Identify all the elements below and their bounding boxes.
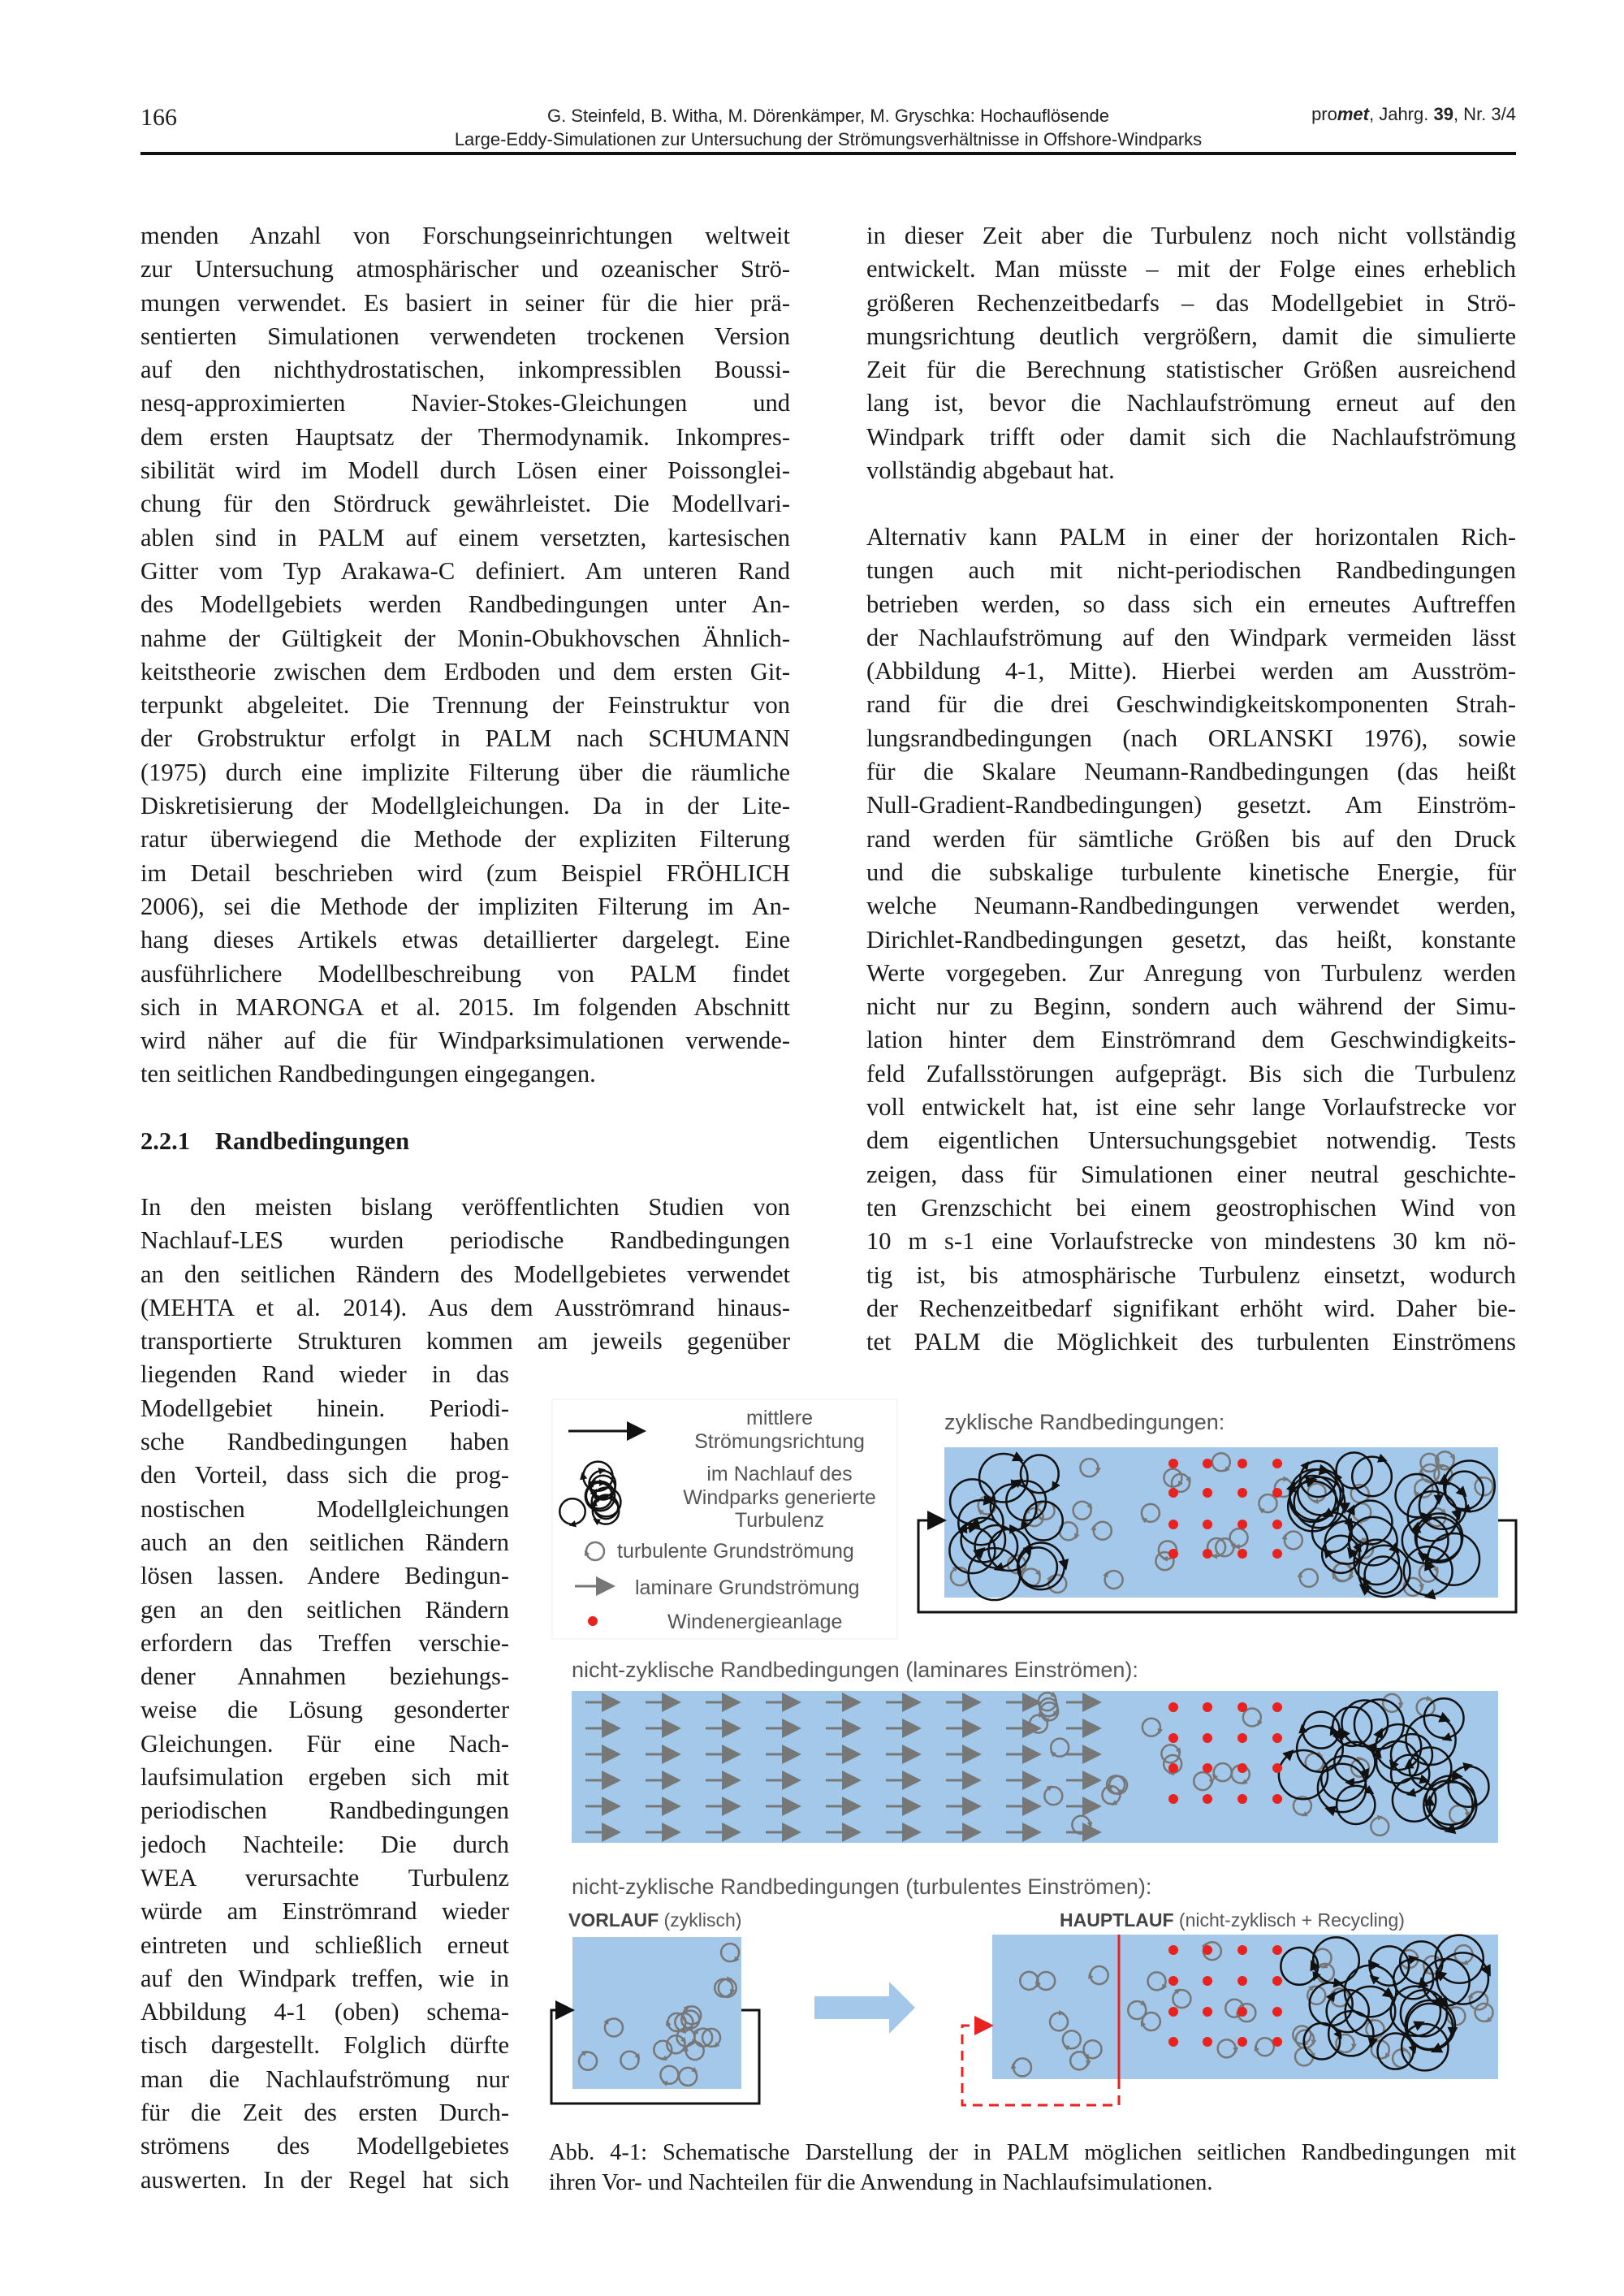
section-heading [140,1125,409,1158]
wind-turbine [1168,1763,1178,1773]
text-line: des Modellgebiets werden Randbedingungen unter An- [140,590,790,619]
text-line: nesq-approximierten Navier-Stokes-Gleichungen und [140,389,790,417]
wind-turbine [1168,2037,1178,2047]
text-line: feld Zufallsstörungen aufgeprägt. Bis sich die Turbulenz [866,1059,1516,1087]
text-line: weise die Lösung gesonderter [140,1696,509,1724]
wind-turbine [1168,1794,1178,1804]
text-line: auch an den seitlichen Rändern [140,1528,509,1556]
wind-turbine [1168,1945,1178,1955]
text-line: Gleichungen. Für eine Nach- [140,1729,509,1758]
journal-name-pre: pro [1311,104,1337,124]
text-line: laufsimulation ergeben sich mit [140,1763,509,1792]
text-line: tig ist, bis atmosphärische Turbulenz einsetzt, wodurch [866,1260,1516,1289]
text-line: dem ersten Hauptsatz der Thermodynamik. Inkompres- [140,422,790,451]
text-line: größeren Rechenzeitbedarfs – das Modellgebiet in Strö- [866,288,1516,317]
text-line: Werte vorgegeben. Zur Anregung von Turbulenz werden [866,958,1516,987]
text-line: betrieben werden, so dass sich ein erneutes Auftreffen [866,590,1516,618]
text-line: rand werden für sämtliche Größen bis auf den Druck [866,824,1516,853]
header-rule [140,152,1516,155]
transfer-arrow-icon [814,1982,915,2034]
wind-turbine [1203,1976,1212,1986]
text-line: Gitter vom Typ Arakawa-C definiert. Am unteren Rand [140,556,790,585]
wind-turbine [1272,1702,1282,1712]
text-line: (Abbildung 4-1, Mitte). Hierbei werden am Ausström- [866,657,1516,685]
caption-line: Abb. 4-1: Schematische Darstellung der in PALM möglichen seitlichen Randbedingungen mit [549,2140,1516,2165]
text-line: tungen auch mit nicht-periodischen Randbedingungen [866,556,1516,585]
text-line: gen an den seitlichen Rändern [140,1595,509,1624]
text-line: Zeit für die Berechnung statistischer Größen ausreichend [866,356,1516,384]
text-line: tisch dargestellt. Folglich dürfte [140,2031,509,2060]
right-paragraph-2 [866,521,1516,1359]
running-title [341,104,1315,151]
wind-turbine [1203,1702,1212,1712]
text-line: WEA verursachte Turbulenz [140,1863,509,1892]
text-line: ablen sind in PALM auf einem versetzten, kartesischen [140,523,790,551]
text-line: in dieser Zeit aber die Turbulenz noch nicht vollständig [866,222,1516,249]
text-line: 10 m s-1 eine Vorlaufstrecke von mindestens 30 km nö- [866,1227,1516,1256]
text-line: an den seitlichen Rändern des Modellgebietes verwendet [140,1260,790,1288]
legend-label: im Nachlauf des [706,1463,853,1485]
text-line: ratur überwiegend die Methode der expliziten Filterung [140,825,790,854]
wind-turbine [1272,1763,1282,1773]
wind-turbine [1168,1549,1178,1559]
wind-turbine [1272,2037,1282,2047]
text-line: tet PALM die Möglichkeit des turbulenten Einströmens [866,1328,1516,1356]
figure-boundary-conditions [536,1381,1527,2128]
wind-turbine [1237,1976,1247,1986]
text-line: ausführlichere Modellbeschreibung von PALM findet [140,959,790,988]
wind-turbine [1237,1733,1247,1743]
legend-label: laminare Grundströmung [635,1576,860,1599]
text-line: für die Zeit des ersten Durch- [140,2099,509,2127]
running-title-line: Large-Eddy-Simulationen zur Untersuchung der Strömungsverhältnisse in Offshore-Windparks [454,129,1203,149]
text-line: 2006), sei die Methode der impliziten Filterung im An- [140,892,790,920]
panel-title: nicht-zyklische Randbedingungen (turbulentes Einströmen): [572,1874,1152,1899]
text-line: periodischen Randbedingungen [140,1797,509,1825]
wind-turbine [1237,1702,1247,1712]
wind-turbine [1272,1733,1282,1743]
text-line: chung für den Stördruck gewährleistet. Die Modellvari- [140,490,790,518]
text-line: ten Grenzschicht bei einem geostrophischen Wind von [866,1193,1516,1222]
legend-label: Windparks generierte [683,1486,876,1509]
legend-label: Windenergieanlage [667,1611,843,1633]
text-line: Abbildung 4-1 (oben) schema- [140,1998,509,2026]
text-line: der Grobstruktur erfolgt in PALM nach SCHUMANN [140,724,790,753]
text-line: nostischen Modellgleichungen [140,1494,509,1523]
text-line: würde am Einströmrand wieder [140,1897,509,1926]
text-line: sche Randbedingungen haben [140,1428,509,1456]
turbine-dot-icon [588,1616,598,1626]
text-line: vollständig abgebaut hat. [866,456,1115,485]
wind-turbine [1203,1488,1212,1498]
text-line: lation hinter dem Einströmrand dem Geschwindigkeits- [866,1026,1516,1054]
text-line: lösen lassen. Andere Bedingun- [140,1562,509,1590]
text-line: Modellgebiet hinein. Periodi- [140,1394,509,1422]
text-line: zur Untersuchung atmosphärischer und ozeanischer Strö- [140,255,790,283]
wind-turbine [1203,1945,1212,1955]
wind-turbine [1203,2007,1212,2017]
wind-turbine [1203,1794,1212,1804]
text-line: mungen verwendet. Es basiert in seiner für die hier prä- [140,288,790,317]
journal-volume: 39 [1433,104,1453,124]
text-line: lang ist, bevor die Nachlaufströmung erneut auf den [866,389,1516,417]
wind-turbine [1237,1549,1247,1559]
text-line: Alternativ kann PALM in einer der horizontalen Rich- [866,523,1516,551]
right-paragraph-1 [866,219,1516,487]
text-line: lungsrandbedingungen (nach ORLANSKI 1976), sowie [866,724,1516,752]
page-number: 166 [140,104,177,131]
text-line: menden Anzahl von Forschungseinrichtungen weltweit [140,222,790,249]
journal-year: , Jahrg. [1368,104,1434,124]
text-line: jedoch Nachteile: Die durch [140,1830,509,1858]
wind-turbine [1272,1976,1282,1986]
wind-turbine [1237,1488,1247,1498]
text-line: mungsrichtung deutlich vergrößern, damit die simulierte [866,322,1516,350]
text-line: auswerten. In der Regel hat sich [140,2165,509,2194]
wind-turbine [1272,2007,1282,2017]
laminar-domain [572,1691,1498,1843]
wind-turbine [1168,1702,1178,1712]
text-line: voll entwickelt hat, ist eine sehr lange Vorlaufstrecke vor [866,1093,1516,1122]
precursor-domain [572,1937,741,2089]
wind-turbine [1272,1794,1282,1804]
wind-turbine [1203,1459,1212,1468]
text-line: welche Neumann-Randbedingungen verwendet werden, [866,892,1516,920]
text-line: man die Nachlaufströmung nur [140,2065,509,2093]
text-line: Nachlauf-LES wurden periodische Randbedingungen [140,1226,790,1255]
wind-turbine [1272,1520,1282,1529]
text-line: im Detail beschrieben wird (zum Beispiel FRÖHLICH [140,858,790,887]
wind-turbine [1272,1945,1282,1955]
running-title-line: G. Steinfeld, B. Witha, M. Dörenkämper, M. Gryschka: Hochauflösende [546,106,1110,126]
section-number: 2.2.1 [140,1127,190,1155]
wind-turbine [1237,1459,1247,1468]
text-line: sentierten Simulationen verwendeten trockenen Version [140,322,790,350]
main-run-label: HAUPTLAUF (nicht-zyklisch + Recycling) [1060,1909,1405,1931]
text-line: hang dieses Artikels etwas detaillierter dargelegt. Eine [140,926,790,954]
text-line: auf den Windpark treffen, wie in [140,1964,509,1992]
text-line: den Vorteil, dass sich die prog- [140,1461,509,1490]
text-line: zeigen, dass für Simulationen einer neutral geschichte- [866,1160,1516,1188]
left-paragraph-1 [140,219,790,1092]
text-line: und die subskalige turbulente kinetische Energie, für [866,858,1516,886]
text-line: Null-Gradient-Randbedingungen) gesetzt. Am Einström- [866,791,1516,819]
legend-label: Turbulenz [734,1509,825,1532]
wind-turbine [1203,1520,1212,1529]
text-line: der Nachlaufströmung auf den Windpark vermeiden lässt [866,623,1516,651]
text-line: liegenden Rand wieder in das [140,1360,509,1389]
text-line: entwickelt. Man müsste – mit der Folge eines erheblich [866,255,1516,283]
panel-title: nicht-zyklische Randbedingungen (laminares Einströmen): [572,1658,1138,1682]
wind-turbine [1237,2007,1247,2017]
journal-info [1311,104,1516,125]
text-line: für die Skalare Neumann-Randbedingungen (das heißt [866,758,1516,786]
precursor-label: VORLAUF (zyklisch) [568,1909,742,1931]
wind-turbine [1237,1520,1247,1529]
wind-turbine [1203,1763,1212,1773]
wind-turbine [1168,1976,1178,1986]
text-line: erfordern das Treffen verschie- [140,1628,509,1657]
text-line: Windpark trifft oder damit sich die Nachlaufströmung [866,422,1516,451]
caption-line: ihren Vor- und Nachteilen für die Anwendung in Nachlaufsimulationen. [549,2170,1213,2195]
panel-title: zyklische Randbedingungen: [944,1410,1225,1434]
journal-issue: , Nr. 3/4 [1453,104,1516,124]
wind-turbine [1272,1488,1282,1498]
text-line: strömens des Modellgebietes [140,2132,509,2160]
wind-turbine [1203,2037,1212,2047]
text-line: rand für die drei Geschwindigkeitskomponenten Strah- [866,690,1516,719]
wind-turbine [1237,1945,1247,1955]
text-line: terpunkt abgeleitet. Die Trennung der Feinstruktur von [140,691,790,720]
legend-label: turbulente Grundströmung [617,1540,854,1563]
legend-label: Strömungsrichtung [694,1430,865,1453]
main-run-domain [992,1935,1498,2079]
text-line: sich in MARONGA et al. 2015. Im folgenden Abschnitt [140,992,790,1021]
text-line: nicht nur zu Beginn, sondern auch während der Simu- [866,992,1516,1021]
text-line: eintreten und schließlich erneut [140,1931,509,1959]
text-line: wird näher auf die für Windparksimulationen verwende- [140,1027,790,1055]
wind-turbine [1203,1733,1212,1743]
legend-label: mittlere [746,1407,813,1429]
wind-turbine [1168,1459,1178,1468]
text-line: auf den nichthydrostatischen, inkompressiblen Boussi- [140,356,790,384]
wind-turbine [1168,1520,1178,1529]
text-line: keitstheorie zwischen dem Erdboden und dem ersten Git- [140,657,790,685]
text-line: Dirichlet-Randbedingungen gesetzt, das heißt, konstante [866,925,1516,953]
journal-name-em: met [1337,104,1369,124]
wind-turbine [1237,1794,1247,1804]
text-line: dem eigentlichen Untersuchungsgebiet notwendig. Tests [866,1126,1516,1155]
text-line: In den meisten bislang veröffentlichten Studien von [140,1193,790,1221]
wind-turbine [1237,2037,1247,2047]
text-line: Diskretisierung der Modellgleichungen. Da in der Lite- [140,792,790,820]
section-title: Randbedingungen [215,1127,410,1155]
wind-turbine [1168,1733,1178,1743]
wind-turbine [1272,1459,1282,1468]
text-line: nahme der Gültigkeit der Monin-Obukhovschen Ähnlich- [140,624,790,652]
text-line: (1975) durch eine implizite Filterung über die räumliche [140,758,790,786]
text-line: dener Annahmen beziehungs- [140,1663,509,1691]
wind-turbine [1168,1488,1178,1498]
wind-turbine [1237,1763,1247,1773]
figure-caption [549,2138,1516,2198]
text-line: der Rechenzeitbedarf signifikant erhöht wird. Daher bie- [866,1294,1516,1322]
text-line: ten seitlichen Randbedingungen eingegangen. [140,1060,596,1088]
wind-turbine [1203,1549,1212,1559]
wind-turbine [1272,1549,1282,1559]
text-line: sibilität wird im Modell durch Lösen einer Poissonglei- [140,456,790,485]
wind-turbine [1168,2007,1178,2017]
text-line: transportierte Strukturen kommen am jeweils gegenüber [140,1327,790,1356]
text-line: (MEHTA et al. 2014). Aus dem Ausströmrand hinaus- [140,1293,790,1321]
